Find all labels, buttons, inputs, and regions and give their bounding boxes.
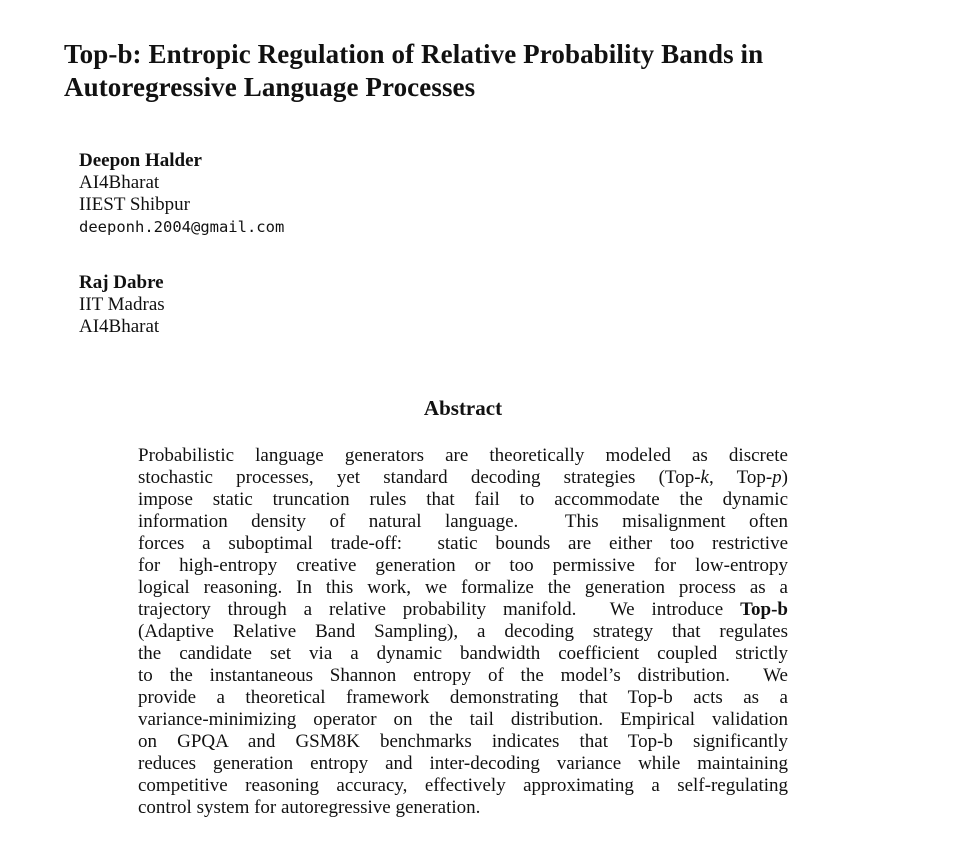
italic-text: p (772, 467, 782, 488)
abstract-text: information density of natural language. This misalignment often (138, 511, 788, 532)
abstract-text: Probabilistic language generators are theoretically modeled as discrete (138, 445, 788, 466)
author-name: Raj Dabre (79, 272, 164, 293)
abstract-text: stochastic processes, yet standard decoding strategies (Top- (138, 467, 701, 488)
abstract-text: on GPQA and GSM8K benchmarks indicates that Top-b significantly (138, 731, 788, 752)
abstract-text: reduces generation entropy and inter-decoding variance while maintaining (138, 753, 788, 774)
author-email: deeponh.2004@gmail.com (79, 218, 285, 236)
abstract-line (138, 643, 788, 665)
abstract-text: forces a suboptimal trade-off: static bounds are either too restrictive (138, 533, 788, 554)
abstract-text: , Top- (708, 467, 773, 488)
paper-title (64, 38, 944, 104)
abstract-line (138, 467, 788, 489)
abstract-line (138, 665, 788, 687)
abstract-line (138, 797, 788, 819)
title-line: Top-b: Entropic Regulation of Relative Probability Bands in (64, 39, 764, 69)
abstract-heading: Abstract (423, 396, 503, 420)
title-line: Autoregressive Language Processes (64, 72, 476, 102)
abstract-line (138, 731, 788, 753)
abstract-line (138, 775, 788, 797)
abstract-line (138, 555, 788, 577)
abstract-line (138, 511, 788, 533)
abstract-line (138, 489, 788, 511)
abstract-line (138, 753, 788, 775)
abstract-line (138, 599, 788, 621)
abstract-text: logical reasoning. In this work, we formalize the generation process as a (138, 577, 788, 598)
abstract-text: variance-minimizing operator on the tail distribution. Empirical validation (138, 709, 788, 730)
abstract-line (138, 687, 788, 709)
italic-text: k (700, 467, 709, 488)
abstract-line (138, 445, 788, 467)
abstract-text: (Adaptive Relative Band Sampling), a decoding strategy that regulates (138, 621, 788, 642)
author-affiliation: IIT Madras (79, 294, 165, 315)
author-affiliation: AI4Bharat (79, 172, 160, 193)
abstract-line (138, 533, 788, 555)
abstract-text: the candidate set via a dynamic bandwidth coefficient coupled strictly (138, 643, 788, 664)
author-name: Deepon Halder (79, 150, 202, 171)
abstract-text: competitive reasoning accuracy, effectively approximating a self-regulating (138, 775, 788, 796)
abstract-text: provide a theoretical framework demonstrating that Top-b acts as a (138, 687, 788, 708)
abstract-body (138, 445, 788, 819)
abstract-text: impose static truncation rules that fail to accommodate the dynamic (138, 489, 788, 510)
abstract-text: for high-entropy creative generation or too permissive for low-entropy (138, 555, 788, 576)
abstract-line (138, 577, 788, 599)
author-affiliation: IIEST Shibpur (79, 194, 191, 215)
keyword-text: Top-b (740, 599, 788, 620)
author-block (79, 150, 284, 238)
abstract-text: trajectory through a relative probability manifold. We introduce (138, 599, 741, 620)
abstract-line (138, 709, 788, 731)
abstract-line (138, 621, 788, 643)
abstract-text: ) (781, 467, 788, 488)
abstract-text: to the instantaneous Shannon entropy of the model’s distribution. We (138, 665, 788, 686)
author-block (79, 272, 165, 338)
author-affiliation: AI4Bharat (79, 316, 160, 337)
abstract-text: control system for autoregressive generation. (138, 797, 481, 818)
